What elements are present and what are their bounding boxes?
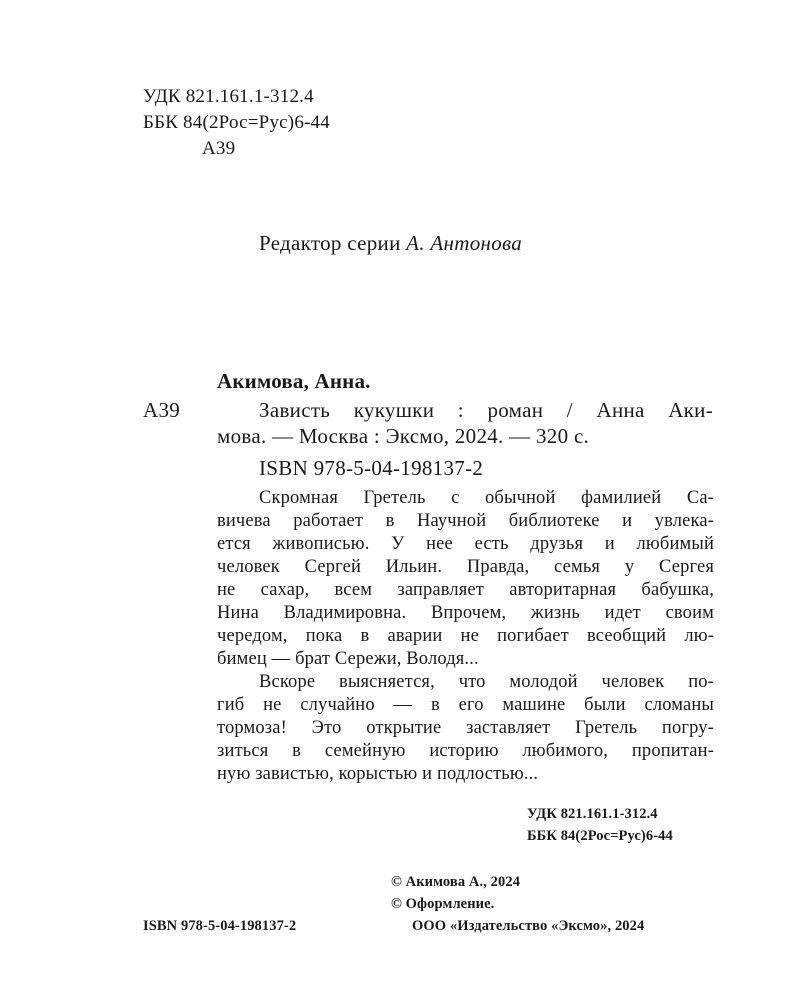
- summary-line: человек Сергей Ильин. Правда, семья у Сергея: [217, 557, 714, 577]
- copyright-publisher: ООО «Издательство «Эксмо», 2024: [412, 918, 645, 934]
- summary-line: тормоза! Это открытие заставляет Гретель погру-: [217, 718, 714, 738]
- series-editor: [259, 231, 522, 256]
- entry-author-mark: А39: [143, 398, 181, 422]
- summary-line: бимец — брат Сережи, Володя...: [217, 649, 479, 669]
- copyright-author: © Акимова А., 2024: [391, 874, 521, 890]
- summary-line: гиб не случайно — в его машине были сломаны: [217, 695, 714, 715]
- footer-isbn: ISBN 978-5-04-198137-2: [143, 918, 297, 934]
- copyright-design: © Оформление.: [391, 896, 495, 912]
- summary-line: Скромная Гретель с обычной фамилией Са-: [259, 488, 714, 508]
- entry-isbn: ISBN 978-5-04-198137-2: [259, 456, 484, 480]
- summary-line: вичева работает в Научной библиотеке и увлека-: [217, 511, 714, 531]
- series-editor-name: А. Антонова: [406, 231, 523, 255]
- summary-line: Нина Владимировна. Впрочем, жизнь идет своим: [217, 603, 714, 623]
- summary-line: Вскоре выясняется, что молодой человек по-: [259, 672, 714, 692]
- summary-line: чередом, пока в аварии не погибает всеобщий лю-: [217, 626, 714, 646]
- series-editor-label: Редактор серии: [259, 231, 407, 255]
- entry-author: Акимова, Анна.: [217, 369, 371, 393]
- entry-title-line: Зависть кукушки : роман / Анна Аки-: [259, 398, 713, 422]
- summary-line: зиться в семейную историю любимого, пропитан-: [217, 741, 714, 761]
- bbk-code: ББК 84(2Рос=Рус)6-44: [143, 112, 330, 133]
- summary-line: ется живописью. У нее есть друзья и любимый: [217, 534, 714, 554]
- summary-line: ную завистью, корыстью и подлостью...: [217, 764, 539, 784]
- udk-code: УДК 821.161.1-312.4: [143, 86, 314, 107]
- bottom-udk-code: УДК 821.161.1-312.4: [527, 806, 658, 822]
- entry-title-line: мова. — Москва : Эксмо, 2024. — 320 с.: [217, 424, 590, 448]
- author-mark: А39: [202, 138, 236, 159]
- summary-line: не сахар, всем заправляет авторитарная бабушка,: [217, 580, 714, 600]
- bottom-bbk-code: ББК 84(2Рос=Рус)6-44: [527, 828, 673, 844]
